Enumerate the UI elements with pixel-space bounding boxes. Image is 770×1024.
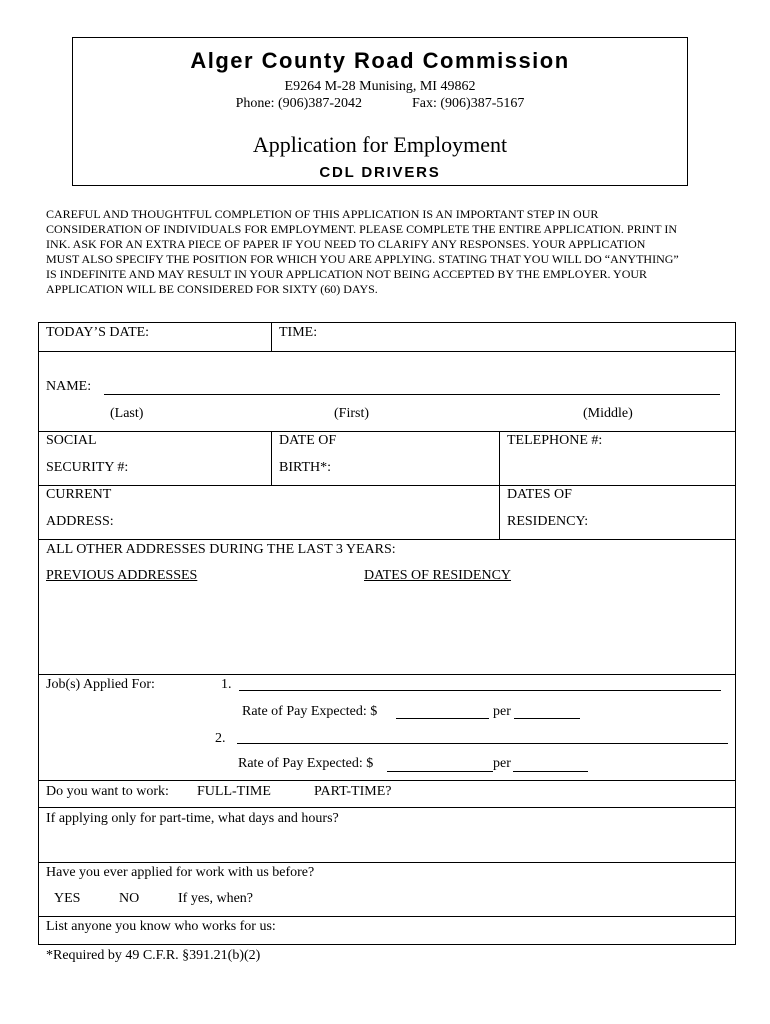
footnote: *Required by 49 C.F.R. §391.21(b)(2) <box>46 948 261 963</box>
dob-label-line2: BIRTH*: <box>279 460 332 475</box>
row-divider <box>38 807 736 808</box>
dates-of-residency-heading: DATES OF RESIDENCY <box>364 568 512 583</box>
row-divider <box>38 862 736 863</box>
dates-residency-label-line2: RESIDENCY: <box>507 514 589 529</box>
ssn-label-line2: SECURITY #: <box>46 460 129 475</box>
instruction-line: INK. ASK FOR AN EXTRA PIECE OF PAPER IF YOU NEED TO CLARIFY ANY RESPONSES. YOUR APPLICATION <box>46 237 646 251</box>
per-2-field[interactable] <box>513 771 588 772</box>
row-divider <box>38 674 736 675</box>
form-border-top <box>38 322 736 323</box>
row-divider <box>38 351 736 352</box>
dates-residency-label-line1: DATES OF <box>507 487 572 502</box>
instruction-line: CAREFUL AND THOUGHTFUL COMPLETION OF THIS APPLICATION IS AN IMPORTANT STEP IN OUR <box>46 207 599 221</box>
part-time-days-label: If applying only for part-time, what days and hours? <box>46 811 339 826</box>
name-field[interactable] <box>104 394 720 395</box>
per-1-label: per <box>493 704 511 719</box>
column-divider <box>499 431 500 539</box>
row-divider <box>38 431 736 432</box>
full-time-option[interactable]: FULL-TIME <box>197 784 271 799</box>
no-option[interactable]: NO <box>119 891 140 906</box>
row-divider <box>38 780 736 781</box>
form-border-left <box>38 322 39 944</box>
phone-number: Phone: (906)387-2042 <box>235 96 362 111</box>
if-yes-when-label: If yes, when? <box>178 891 254 906</box>
dob-label-line1: DATE OF <box>279 433 337 448</box>
form-border-right <box>735 322 736 944</box>
instruction-line: CONSIDERATION OF INDIVIDUALS FOR EMPLOYMENT. PLEASE COMPLETE THE ENTIRE APPLICATION. PRINT IN <box>46 222 678 236</box>
name-middle-caption: (Middle) <box>583 406 633 421</box>
job-1-field[interactable] <box>239 690 721 691</box>
previous-addresses-heading: PREVIOUS ADDRESSES <box>46 568 198 583</box>
rate-1-field[interactable] <box>396 718 489 719</box>
job-1-number: 1. <box>221 677 232 692</box>
header-box <box>72 37 688 186</box>
instructions <box>46 207 736 297</box>
time-label: TIME: <box>279 325 318 340</box>
rate-2-field[interactable] <box>387 771 493 772</box>
fax-number: Fax: (906)387-5167 <box>412 96 525 111</box>
organization-address: E9264 M-28 Munising, MI 49862 <box>284 79 476 94</box>
instruction-line: IS INDEFINITE AND MAY RESULT IN YOUR APPLICATION NOT BEING ACCEPTED BY THE EMPLOYER. YOUR <box>46 267 648 281</box>
other-addresses-label: ALL OTHER ADDRESSES DURING THE LAST 3 YEARS: <box>46 542 396 557</box>
ssn-label-line1: SOCIAL <box>46 433 97 448</box>
name-first-caption: (First) <box>334 406 369 421</box>
part-time-option[interactable]: PART-TIME? <box>314 784 392 799</box>
current-address-label-line2: ADDRESS: <box>46 514 114 529</box>
jobs-applied-label: Job(s) Applied For: <box>46 677 155 692</box>
want-to-work-label: Do you want to work: <box>46 784 169 799</box>
per-1-field[interactable] <box>514 718 580 719</box>
form-title: Application for Employment <box>252 132 508 157</box>
column-divider <box>271 322 272 351</box>
job-2-field[interactable] <box>237 743 728 744</box>
rate-1-label: Rate of Pay Expected: $ <box>242 704 378 719</box>
telephone-label: TELEPHONE #: <box>507 433 603 448</box>
column-divider <box>271 431 272 485</box>
current-address-label-line1: CURRENT <box>46 487 112 502</box>
contact-line <box>73 96 687 112</box>
form-subtitle: CDL DRIVERS <box>319 164 441 181</box>
row-divider <box>38 916 736 917</box>
name-last-caption: (Last) <box>110 406 144 421</box>
list-anyone-label: List anyone you know who works for us: <box>46 919 276 934</box>
todays-date-label: TODAY’S DATE: <box>46 325 150 340</box>
organization-name: Alger County Road Commission <box>190 48 570 73</box>
row-divider <box>38 485 736 486</box>
form-border-bottom <box>38 944 736 945</box>
applied-before-label: Have you ever applied for work with us before? <box>46 865 315 880</box>
instruction-line: APPLICATION WILL BE CONSIDERED FOR SIXTY (60) DAYS. <box>46 282 378 296</box>
row-divider <box>38 539 736 540</box>
per-2-label: per <box>493 756 511 771</box>
yes-option[interactable]: YES <box>54 891 81 906</box>
name-label: NAME: <box>46 379 92 394</box>
job-2-number: 2. <box>215 731 226 746</box>
rate-2-label: Rate of Pay Expected: $ <box>238 756 374 771</box>
instruction-line: MUST ALSO SPECIFY THE POSITION FOR WHICH YOU ARE APPLYING. STATING THAT YOU WILL DO “ANYTHING” <box>46 252 679 266</box>
